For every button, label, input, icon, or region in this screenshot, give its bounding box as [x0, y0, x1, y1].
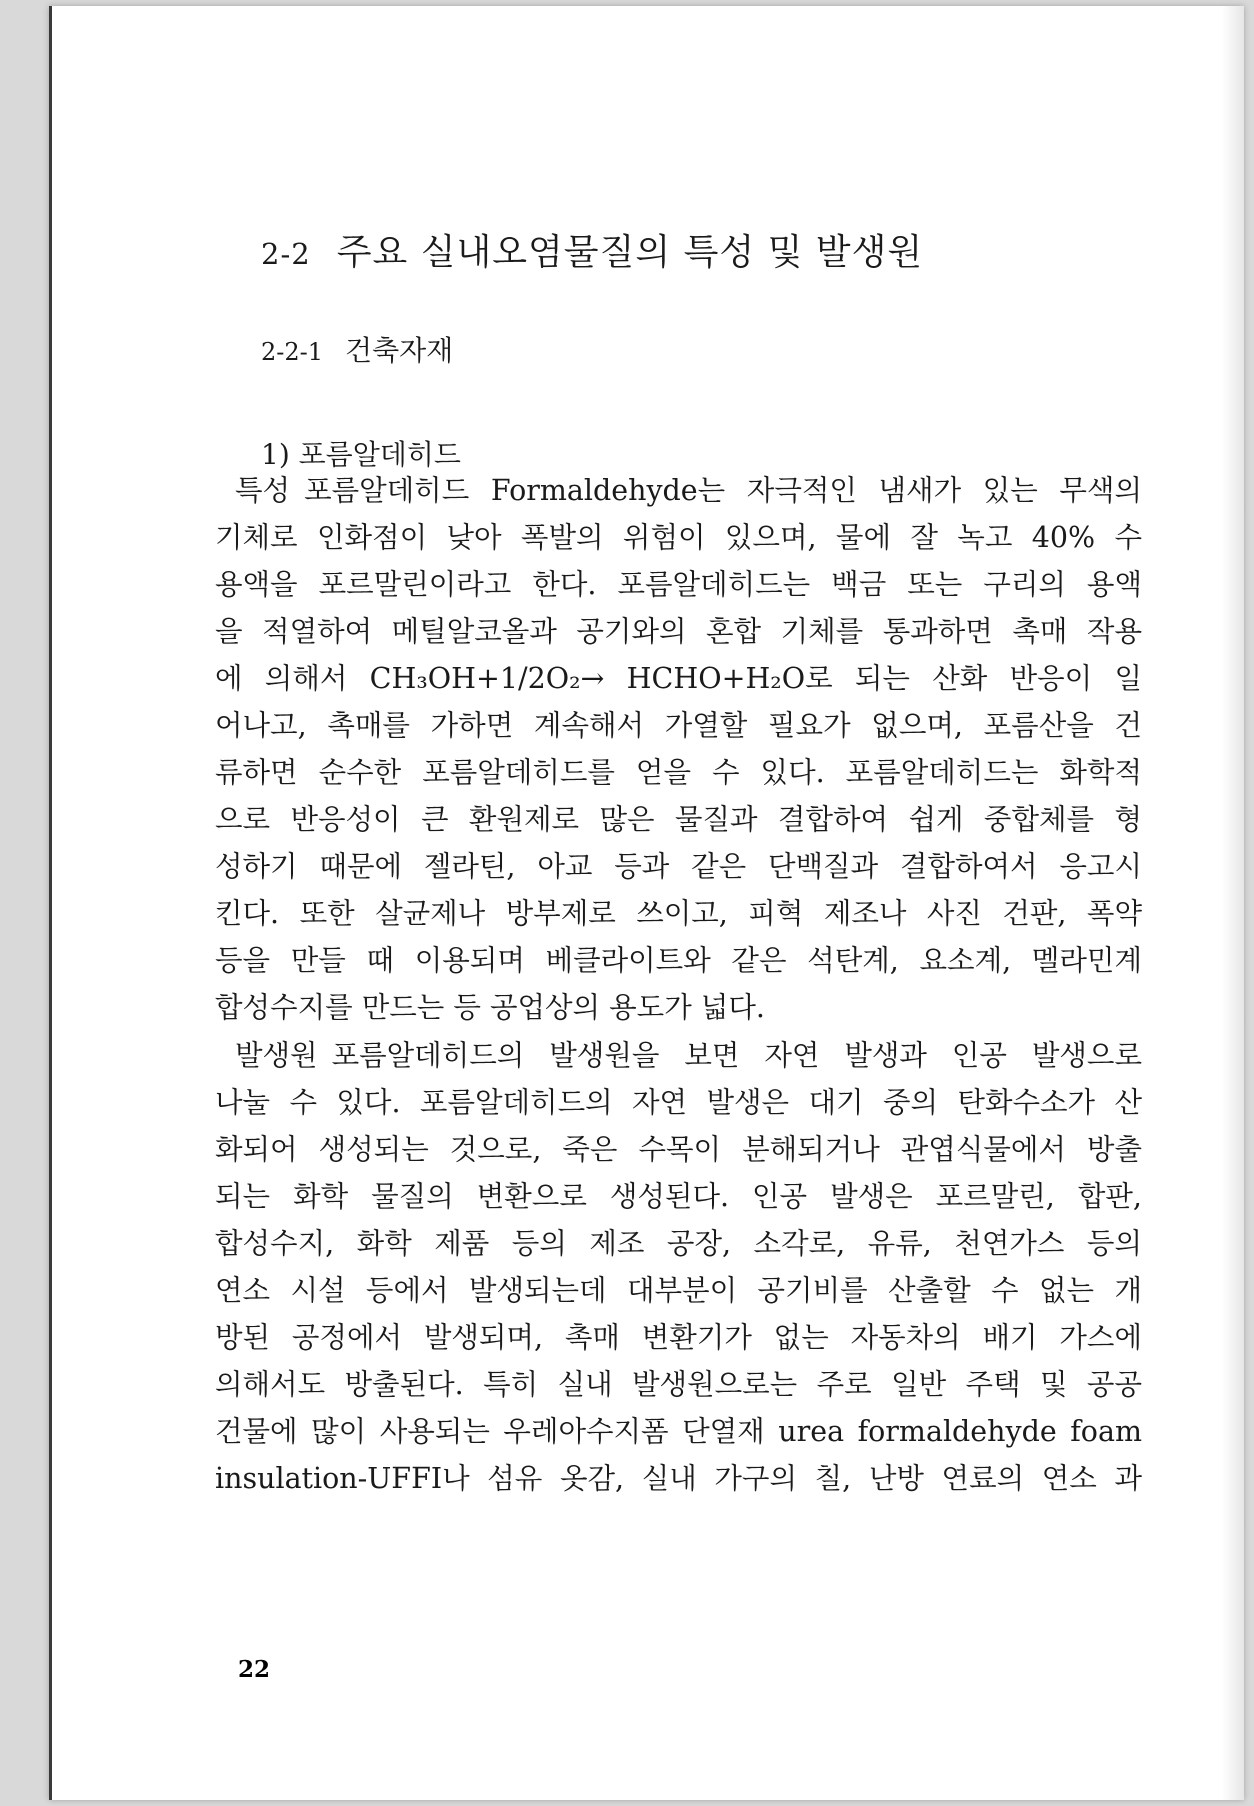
page-number: 22 — [238, 1656, 271, 1683]
paragraph-line: 류하면 순수한 포름알데히드를 얻을 수 있다. 포름알데히드는 화학적 — [215, 756, 1142, 789]
paragraph-line: 화되어 생성되는 것으로, 죽은 수목이 분해되거나 관엽식물에서 방출 — [215, 1133, 1142, 1166]
page-fold-shadow — [1222, 6, 1244, 1800]
paragraph-line: 발생원 포름알데히드의 발생원을 보면 자연 발생과 인공 발생으로 — [235, 1039, 1142, 1072]
paragraph-line: 합성수지, 화학 제품 등의 제조 공장, 소각로, 유류, 천연가스 등의 — [215, 1227, 1142, 1260]
paragraph-line: 합성수지를 만드는 등 공업상의 용도가 넓다. — [215, 991, 765, 1024]
paragraph-line: 을 적열하여 메틸알코올과 공기와의 혼합 기체를 통과하면 촉매 작용 — [215, 615, 1142, 648]
paragraph-line: 건물에 많이 사용되는 우레아수지폼 단열재 urea formaldehyde foam — [215, 1415, 1142, 1448]
paragraph-line: 방된 공정에서 발생되며, 촉매 변환기가 없는 자동차의 배기 가스에 — [215, 1321, 1142, 1354]
paragraph-line: 연소 시설 등에서 발생되는데 대부분이 공기비를 산출할 수 없는 개 — [215, 1274, 1142, 1307]
paragraph-line: 용액을 포르말린이라고 한다. 포름알데히드는 백금 또는 구리의 용액 — [215, 568, 1142, 601]
paragraph-line: 으로 반응성이 큰 환원제로 많은 물질과 결합하여 쉽게 중합체를 형 — [215, 803, 1142, 836]
paragraph-line: 의해서도 방출된다. 특히 실내 발생원으로는 주로 일반 주택 및 공공 — [215, 1368, 1142, 1401]
paragraph-line: 어나고, 촉매를 가하면 계속해서 가열할 필요가 없으며, 포름산을 건 — [215, 709, 1142, 742]
section-heading — [261, 224, 923, 275]
subsection-number: 2-2-1 — [261, 338, 324, 366]
paragraph-line: 특성 포름알데히드 Formaldehyde는 자극적인 냄새가 있는 무색의 — [235, 474, 1142, 507]
section-number: 2-2 — [261, 237, 311, 271]
book-page — [49, 6, 1244, 1800]
item-heading: 1) 포름알데히드 — [261, 438, 461, 471]
paragraph-line: 에 의해서 CH₃OH+1/2O₂→ HCHO+H₂O로 되는 산화 반응이 일 — [215, 662, 1142, 695]
paragraph-line: 등을 만들 때 이용되며 베클라이트와 같은 석탄계, 요소계, 멜라민계 — [215, 944, 1142, 977]
paragraph-line: insulation-UFFI나 섬유 옷감, 실내 가구의 칠, 난방 연료의 연소 과 — [215, 1462, 1142, 1495]
paragraph-line: 되는 화학 물질의 변환으로 생성된다. 인공 발생은 포르말린, 합판, — [215, 1180, 1142, 1213]
subsection-heading — [261, 329, 453, 369]
subsection-title: 건축자재 — [345, 334, 454, 367]
paragraph-line: 나눌 수 있다. 포름알데히드의 자연 발생은 대기 중의 탄화수소가 산 — [215, 1086, 1142, 1119]
paragraph-line: 기체로 인화점이 낮아 폭발의 위험이 있으며, 물에 잘 녹고 40% 수 — [215, 521, 1142, 554]
paragraph-line: 킨다. 또한 살균제나 방부제로 쓰이고, 피혁 제조나 사진 건판, 폭약 — [215, 897, 1142, 930]
paragraph-label: 발생원 — [235, 1039, 318, 1072]
paragraph-line: 성하기 때문에 젤라틴, 아교 등과 같은 단백질과 결합하여서 응고시 — [215, 850, 1142, 883]
section-title: 주요 실내오염물질의 특성 및 발생원 — [336, 232, 924, 273]
paragraph-label: 특성 — [235, 474, 291, 507]
